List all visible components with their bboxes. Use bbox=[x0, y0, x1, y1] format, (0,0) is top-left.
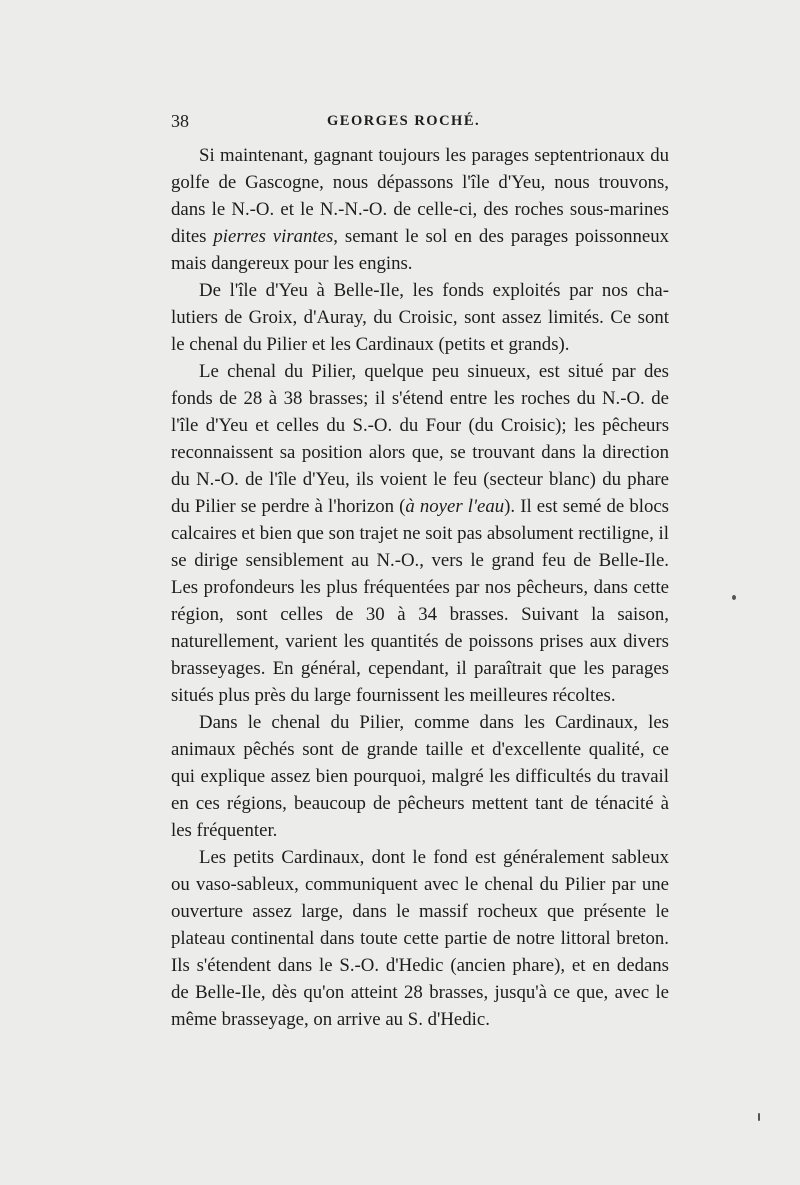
paragraph bbox=[171, 844, 669, 1033]
text-run: , semant le sol en des parages poissonneux mais dangereux pour les engins. bbox=[171, 226, 669, 274]
text-run: De l'île d'Yeu à Belle-Ile, les fonds exploités par nos chalutiers de Groix, d'Auray, du Croisic, sont assez limités. Ce sont le chenal du Pilier et les Cardinaux (petits et grands). bbox=[171, 280, 669, 355]
text-run: ). Il est semé de blocs calcaires et bien que son trajet ne soit pas absolument rectiligne, il se dirige sensiblement au N.-O., vers le grand feu de Belle-Ile. Les profondeurs les plus fréquentées par nos pêcheurs, dans cette région, sont celles de 30 à 34 brasses. Suivant la saison, naturellement, varient les quantités de poissons prises aux divers brasseyages. En général, cependant, il paraîtrait que les parages situés plus près du large fournissent les meilleures récoltes. bbox=[171, 496, 669, 706]
running-title: GEORGES ROCHÉ. bbox=[327, 113, 481, 129]
paragraph bbox=[171, 142, 669, 277]
body-text bbox=[171, 142, 669, 1033]
text-run: Si maintenant, gagnant toujours les parages septentrionaux du golfe de Gascogne, nous dépassons l'île d'Yeu, nous trouvons, dans le N.-O. et le N.-N.-O. de celle-ci, des roches sous-marines dites bbox=[171, 145, 669, 247]
italic-text: à noyer l'eau bbox=[405, 496, 505, 517]
ink-speck bbox=[758, 1113, 760, 1121]
paragraph bbox=[171, 358, 669, 709]
ink-speck bbox=[732, 595, 736, 600]
page-number: 38 bbox=[171, 111, 189, 131]
italic-text: pierres virantes bbox=[213, 226, 334, 247]
text-run: Dans le chenal du Pilier, comme dans les Cardinaux, les animaux pêchés sont de grande taille et d'excellente qualité, ce qui explique assez bien pourquoi, malgré les difficultés du travail en ces régions, beaucoup de pêcheurs mettent tant de ténacité à les fréquenter. bbox=[171, 712, 669, 841]
text-run: Les petits Cardinaux, dont le fond est généralement sableux ou vaso-sableux, communiquent avec le chenal du Pilier par une ouverture assez large, dans le massif rocheux que présente le plateau continental dans toute cette partie de notre littoral breton. Ils s'étendent dans le S.-O. d'Hedic (ancien phare), et en dedans de Belle-Ile, dès qu'on atteint 28 brasses, jusqu'à ce que, avec le même brasseyage, on arrive au S. d'Hedic. bbox=[171, 847, 669, 1030]
paragraph bbox=[171, 709, 669, 844]
text-run: Le chenal du Pilier, quelque peu sinueux, est situé par des fonds de 28 à 38 brasses; il s'étend entre les roches du N.-O. de l'île d'Yeu et celles du S.-O. du Four (du Croisic); les pêcheurs reconnaissent sa position alors que, se trouvant dans la direction du N.-O. de l'île d'Yeu, ils voient le feu (secteur blanc) du phare du Pilier se perdre à l'horizon ( bbox=[171, 361, 669, 517]
paragraph bbox=[171, 277, 669, 358]
